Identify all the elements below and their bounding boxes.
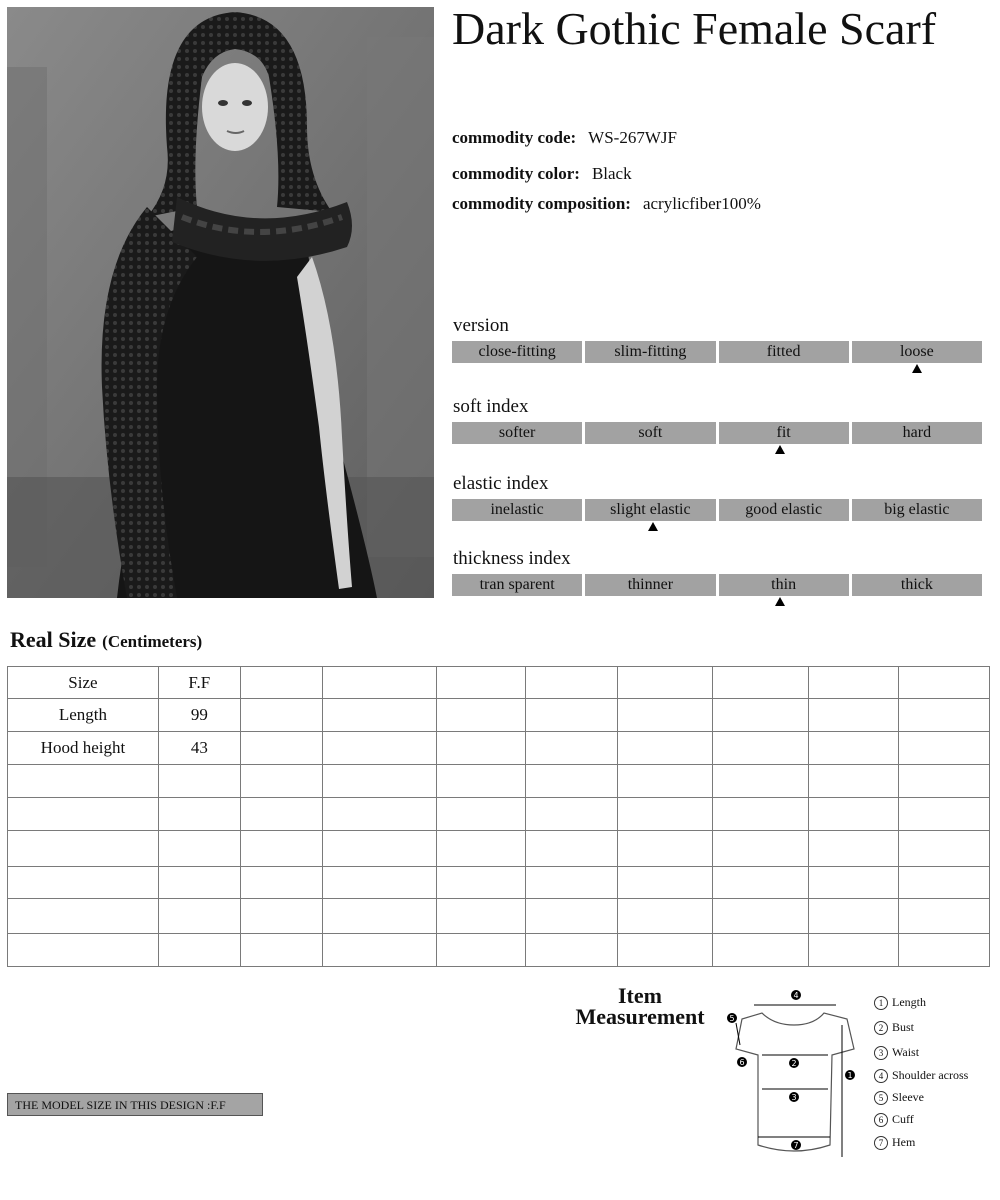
version-label: version xyxy=(453,315,509,336)
thickness-index-option: thick xyxy=(852,574,982,596)
table-row xyxy=(8,934,990,967)
legend-number-icon: 4 xyxy=(874,1069,888,1083)
soft-index-option: soft xyxy=(585,422,715,444)
soft-index-option: fit xyxy=(719,422,849,444)
model-wearing-scarf-image xyxy=(7,7,434,598)
elastic-index-label: elastic index xyxy=(453,473,549,494)
table-cell: 99 xyxy=(158,699,240,732)
svg-text:5: 5 xyxy=(729,1014,735,1023)
item-title-line2: Measurement xyxy=(575,1004,705,1029)
legend-item xyxy=(874,1090,924,1105)
legend-item xyxy=(874,1020,914,1035)
thickness-index-option: thinner xyxy=(585,574,715,596)
spec-commodity-composition xyxy=(452,194,761,214)
table-row xyxy=(8,667,990,699)
spec-label: commodity code: xyxy=(452,128,577,147)
elastic-index-option: good elastic xyxy=(719,499,849,521)
table-cell: F.F xyxy=(158,667,240,699)
table-row xyxy=(8,765,990,798)
elastic-index-selected-marker-icon xyxy=(648,522,658,531)
legend-label: Bust xyxy=(892,1020,915,1034)
soft-index-option: hard xyxy=(852,422,982,444)
thickness-index-selected-marker-icon xyxy=(775,597,785,606)
legend-number-icon: 6 xyxy=(874,1113,888,1127)
thickness-index-option: tran sparent xyxy=(452,574,582,596)
table-row xyxy=(8,899,990,934)
table-cell: Hood height xyxy=(8,732,159,765)
real-size-unit: (Centimeters) xyxy=(102,632,203,651)
version-option: close-fitting xyxy=(452,341,582,363)
legend-item xyxy=(874,1112,914,1127)
legend-number-icon: 5 xyxy=(874,1091,888,1105)
svg-text:3: 3 xyxy=(791,1093,797,1102)
table-row xyxy=(8,699,990,732)
legend-number-icon: 7 xyxy=(874,1136,888,1150)
table-row xyxy=(8,732,990,765)
version-option: slim-fitting xyxy=(585,341,715,363)
legend-item xyxy=(874,1068,968,1083)
model-size-note: THE MODEL SIZE IN THIS DESIGN :F.F xyxy=(7,1093,263,1116)
svg-text:1: 1 xyxy=(847,1071,853,1080)
table-cell: Size xyxy=(8,667,159,699)
table-cell: Length xyxy=(8,699,159,732)
soft-index-selected-marker-icon xyxy=(775,445,785,454)
thickness-index-option: thin xyxy=(719,574,849,596)
table-row xyxy=(8,867,990,899)
soft-index-scale xyxy=(452,422,982,444)
spec-label: commodity color: xyxy=(452,164,580,183)
svg-text:2: 2 xyxy=(791,1059,797,1068)
svg-text:6: 6 xyxy=(739,1058,745,1067)
tshirt-measurement-diagram-icon xyxy=(722,985,862,1165)
product-title: Dark Gothic Female Scarf xyxy=(452,3,937,54)
elastic-index-option: slight elastic xyxy=(585,499,715,521)
legend-item xyxy=(874,1045,919,1060)
spec-value: WS-267WJF xyxy=(588,128,677,147)
legend-item xyxy=(874,1135,915,1150)
spec-label: commodity composition: xyxy=(452,194,631,213)
real-size-heading xyxy=(10,627,202,653)
legend-label: Cuff xyxy=(892,1112,914,1126)
thickness-index-label: thickness index xyxy=(453,548,571,569)
legend-item xyxy=(874,995,926,1010)
item-measurement-title xyxy=(560,985,720,1027)
svg-text:7: 7 xyxy=(793,1141,799,1150)
item-title-line1: Item xyxy=(618,983,662,1008)
elastic-index-option: inelastic xyxy=(452,499,582,521)
legend-label: Sleeve xyxy=(892,1090,924,1104)
elastic-index-scale xyxy=(452,499,982,521)
version-option: loose xyxy=(852,341,982,363)
real-size-title: Real Size xyxy=(10,627,97,652)
elastic-index-option: big elastic xyxy=(852,499,982,521)
legend-label: Length xyxy=(892,995,926,1009)
size-table xyxy=(7,666,990,967)
version-option: fitted xyxy=(719,341,849,363)
soft-index-label: soft index xyxy=(453,396,529,417)
version-scale xyxy=(452,341,982,363)
svg-text:4: 4 xyxy=(793,991,799,1000)
table-row xyxy=(8,831,990,867)
legend-label: Shoulder across xyxy=(892,1068,969,1082)
legend-label: Hem xyxy=(892,1135,916,1149)
version-selected-marker-icon xyxy=(912,364,922,373)
soft-index-option: softer xyxy=(452,422,582,444)
spec-value: Black xyxy=(591,164,632,183)
spec-commodity-color xyxy=(452,164,632,184)
table-cell: 43 xyxy=(158,732,240,765)
legend-number-icon: 3 xyxy=(874,1046,888,1060)
spec-value: acrylicfiber100% xyxy=(642,194,761,213)
legend-label: Waist xyxy=(892,1045,920,1059)
legend-number-icon: 1 xyxy=(874,996,888,1010)
spec-commodity-code xyxy=(452,128,677,148)
thickness-index-scale xyxy=(452,574,982,596)
legend-number-icon: 2 xyxy=(874,1021,888,1035)
product-photo xyxy=(7,7,434,598)
table-row xyxy=(8,798,990,831)
